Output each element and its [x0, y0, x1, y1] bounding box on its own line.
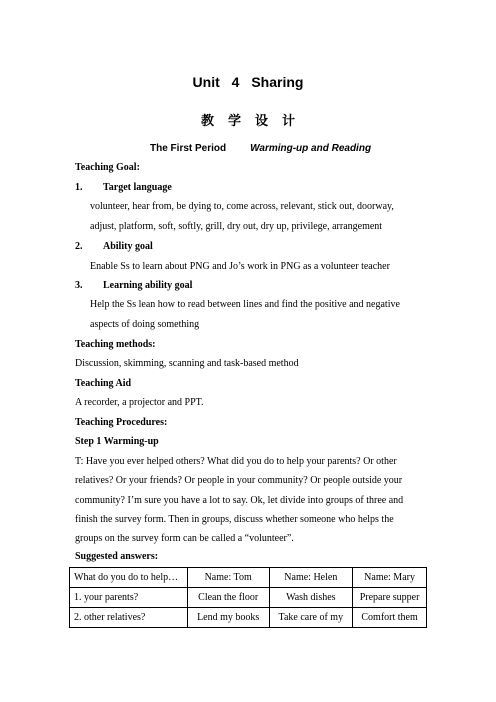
answers-heading: Suggested answers: [75, 551, 159, 562]
paragraph-line: finish the survey form. Then in groups, discuss whether someone who helps the [75, 514, 394, 525]
paragraph-line: community? I’m sure you have a lot to say. Ok, let divide into groups of three and [75, 495, 404, 506]
document-subtitle: 教学设计 [200, 114, 309, 129]
goal-item-1-number: 1. [75, 182, 83, 193]
aid-heading: Teaching Aid [75, 378, 132, 389]
table-cell: Clean the floor [187, 588, 269, 608]
teaching-goal-heading: Teaching Goal: [75, 162, 140, 173]
methods-heading: Teaching methods: [75, 339, 156, 350]
methods-text: Discussion, skimming, scanning and task-based method [75, 358, 299, 369]
table-cell: Prepare supper [353, 588, 427, 608]
table-header-row [70, 568, 427, 588]
table-cell: 1. your parents? [70, 588, 188, 608]
table-header-cell: What do you do to help… [70, 568, 188, 588]
table-cell: Wash dishes [269, 588, 353, 608]
aid-text: A recorder, a projector and PPT. [75, 397, 204, 408]
goal-item-1-line: adjust, platform, soft, softly, grill, dry out, dry up, privilege, arrangement [90, 221, 383, 232]
goal-item-2-heading [75, 241, 153, 252]
goal-item-1-line: volunteer, hear from, be dying to, come across, relevant, stick out, doorway, [90, 201, 394, 212]
table-row [70, 608, 427, 628]
goal-item-3-line: aspects of doing something [90, 319, 200, 330]
period-heading [150, 143, 371, 154]
table-cell: 2. other relatives? [70, 608, 188, 628]
goal-item-1-title: Target language [103, 182, 172, 193]
goal-item-3-title: Learning ability goal [103, 280, 193, 291]
survey-table [69, 567, 427, 628]
period-topic: Warming-up and Reading [250, 143, 372, 154]
paragraph-line: T: Have you ever helped others? What did you do to help your parents? Or other [75, 456, 397, 467]
table-header-cell: Name: Mary [353, 568, 427, 588]
goal-item-3-number: 3. [75, 280, 83, 291]
paragraph-line: groups on the survey form can be called a “volunteer”. [75, 533, 294, 544]
document-title: Unit 4 Sharing [192, 74, 304, 90]
goal-item-3-heading [75, 280, 192, 291]
goal-item-1-heading [75, 182, 172, 193]
table-header-cell: Name: Tom [187, 568, 269, 588]
goal-item-2-number: 2. [75, 241, 83, 252]
paragraph-line: relatives? Or your friends? Or people in your community? Or people outside your [75, 475, 403, 486]
table-header-cell: Name: Helen [269, 568, 353, 588]
goal-item-2-title: Ability goal [103, 241, 153, 252]
procedures-heading: Teaching Procedures: [75, 417, 168, 428]
step-1-heading: Step 1 Warming-up [75, 436, 159, 447]
goal-item-3-line: Help the Ss lean how to read between lines and find the positive and negative [90, 299, 400, 310]
goal-item-2-line: Enable Ss to learn about PNG and Jo’s work in PNG as a volunteer teacher [90, 261, 390, 272]
table-cell: Lend my books [187, 608, 269, 628]
table-row [70, 588, 427, 608]
table-cell: Take care of my [269, 608, 353, 628]
period-label: The First Period [150, 143, 227, 154]
table-cell: Comfort them [353, 608, 427, 628]
